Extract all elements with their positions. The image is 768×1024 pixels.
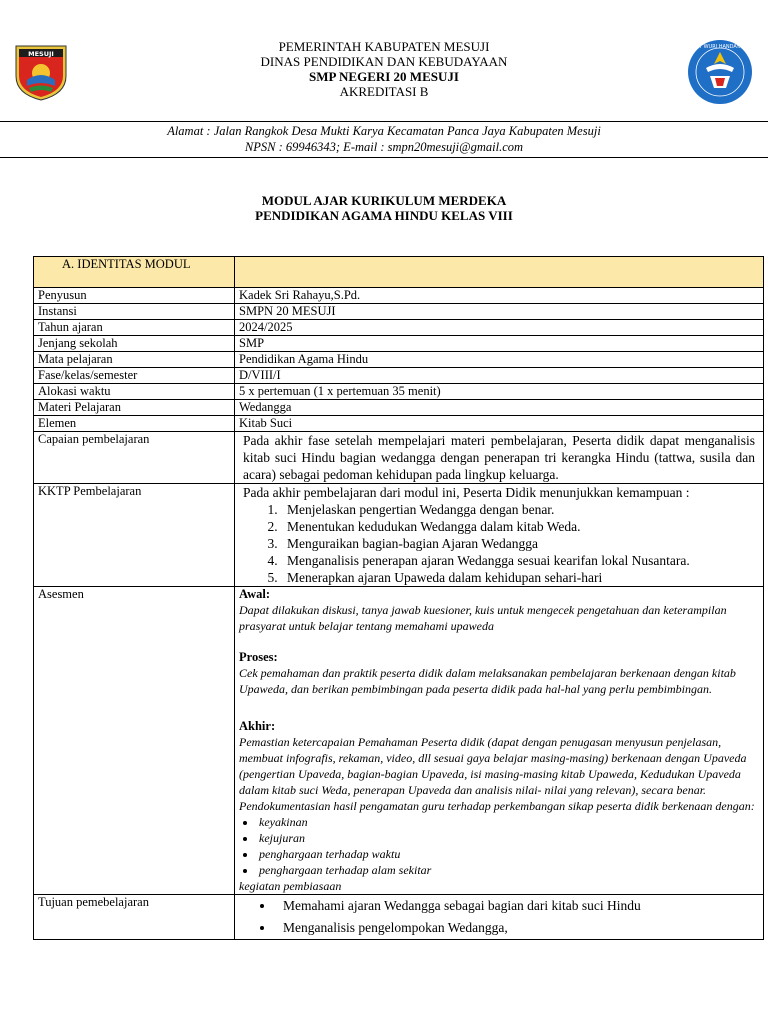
table-row: [34, 416, 764, 432]
row-value: 5 x pertemuan (1 x pertemuan 35 menit): [235, 384, 764, 400]
kktp-item: 3. Menguraikan bagian-bagian Ajaran Wedangga: [281, 535, 755, 552]
row-key: Jenjang sekolah: [34, 336, 235, 352]
row-value: Wedangga: [235, 400, 764, 416]
list-item: • Memahami ajaran Wedangga sebagai bagian dari kitab suci Hindu: [275, 895, 759, 917]
list-item: • Menganalisis pengelompokan Wedangga,: [275, 917, 759, 939]
kktp-row: [34, 484, 764, 587]
row-key: Elemen: [34, 416, 235, 432]
row-key: Instansi: [34, 304, 235, 320]
tujuan-content: [235, 895, 764, 940]
asesmen-awal-label: Awal:: [239, 587, 271, 601]
svg-text:MESUJI: MESUJI: [28, 50, 54, 58]
kktp-content: [235, 484, 764, 587]
contact-line: NPSN : 69946343; E-mail : smpn20mesuji@gmail.com: [244, 140, 524, 154]
row-key: Fase/kelas/semester: [34, 368, 235, 384]
table-row: [34, 336, 764, 352]
kktp-item: 2. Menentukan kedudukan Wedangga dalam kitab Weda.: [281, 518, 755, 535]
asesmen-awal-text: Dapat dilakukan diskusi, tanya jawab kuesioner, kuis untuk mengecek pengetahuan dan keterampilan prasyarat untuk belajar tentang memahami upaweda: [239, 603, 727, 633]
kktp-list: [243, 501, 755, 586]
row-value: 2024/2025: [235, 320, 764, 336]
document-title: [0, 193, 768, 223]
capaian-row: [34, 432, 764, 484]
header-government: PEMERINTAH KABUPATEN MESUJI: [278, 39, 490, 54]
institution-header: [0, 39, 768, 99]
address-line: Alamat : Jalan Rangkok Desa Mukti Karya Kecamatan Panca Jaya Kabupaten Mesuji: [167, 124, 601, 138]
header-rule-top: [0, 121, 768, 122]
module-identity-table: [33, 256, 764, 940]
row-key: Penyusun: [34, 288, 235, 304]
row-value: Pendidikan Agama Hindu: [235, 352, 764, 368]
title-line-1: MODUL AJAR KURIKULUM MERDEKA: [261, 193, 507, 208]
header-accreditation: AKREDITASI B: [339, 84, 429, 99]
table-row: [34, 400, 764, 416]
tujuan-row: [34, 895, 764, 940]
asesmen-key: Asesmen: [34, 587, 235, 895]
capaian-text: Pada akhir fase setelah mempelajari materi pembelajaran, Peserta didik dapat menganalisis kitab suci Hindu bagian wedangga dengan penerapan tri kerangka Hindu (tattwa, susila dan acara) sebagai pedoman kehidupan pada lingkup keluarga.: [235, 432, 764, 484]
section-header-label: A. IDENTITAS MODUL: [34, 257, 235, 288]
kktp-item: 4. Menganalisis penerapan ajaran Wedangga sesuai kearifan lokal Nusantara.: [281, 552, 755, 569]
tujuan-key: Tujuan pemebelajaran: [34, 895, 235, 940]
row-key: Alokasi waktu: [34, 384, 235, 400]
row-value: Kadek Sri Rahayu,S.Pd.: [235, 288, 764, 304]
table-row: [34, 288, 764, 304]
table-row: [34, 384, 764, 400]
asesmen-bullet-list: [239, 814, 759, 878]
table-row: [34, 320, 764, 336]
row-value: D/VIII/I: [235, 368, 764, 384]
table-row: [34, 352, 764, 368]
row-value: SMP: [235, 336, 764, 352]
asesmen-akhir-text: Pemastian ketercapaian Pemahaman Peserta didik (dapat dengan penugasan menyusun penjelasan, membuat infografis, rekaman, video, dll sesuai gaya belajar masing-masing) berkenaan dengan Upaveda (pengertian Upaveda, bagian-bagian Upaveda, isi masing-masing kitab Upaweda, Kedudukan Upaveda dalam kitab suci Weda, penerapan Upaveda dan analisis nilai- nilai yang relevan), secara benar. Pendokumentasian hasil pengamatan guru terhadap perkembangan sikap peserta didik berkenaan dengan:: [239, 735, 755, 813]
kktp-item: 5. Menerapkan ajaran Upaweda dalam kehidupan sehari-hari: [281, 569, 755, 586]
row-key: Tahun ajaran: [34, 320, 235, 336]
row-value: Kitab Suci: [235, 416, 764, 432]
asesmen-content: [235, 587, 764, 895]
list-item: • keyakinan: [257, 814, 759, 830]
row-key: Materi Pelajaran: [34, 400, 235, 416]
asesmen-proses-text: Cek pemahaman dan praktik peserta didik dalam melaksanakan pembelajaran berkenaan dengan kitab Upaweda, dan berikan pembimbingan pada peserta didik pada hal-hal yang perlu pembimbingan.: [239, 666, 736, 696]
asesmen-proses-label: Proses:: [239, 650, 278, 664]
section-header-row: [34, 257, 764, 288]
title-line-2: PENDIDIKAN AGAMA HINDU KELAS VIII: [255, 208, 513, 223]
asesmen-closing: kegiatan pembiasaan: [239, 879, 342, 893]
svg-text:TUT WURI HANDAYANI: TUT WURI HANDAYANI: [692, 44, 748, 50]
school-address: [0, 123, 768, 155]
row-value: SMPN 20 MESUJI: [235, 304, 764, 320]
asesmen-akhir-label: Akhir:: [239, 719, 276, 733]
header-rule-bottom: [0, 157, 768, 158]
header-school: SMP NEGERI 20 MESUJI: [309, 69, 459, 84]
asesmen-row: [34, 587, 764, 895]
letterhead: [0, 0, 768, 160]
section-header-empty: [235, 257, 764, 288]
kktp-key: KKTP Pembelajaran: [34, 484, 235, 587]
capaian-key: Capaian pembelajaran: [34, 432, 235, 484]
list-item: • penghargaan terhadap waktu: [257, 846, 759, 862]
kktp-intro: Pada akhir pembelajaran dari modul ini, Peserta Didik menunjukkan kemampuan :: [243, 485, 690, 500]
list-item: • kejujuran: [257, 830, 759, 846]
table-row: [34, 368, 764, 384]
header-department: DINAS PENDIDIKAN DAN KEBUDAYAAN: [260, 54, 508, 69]
row-key: Mata pelajaran: [34, 352, 235, 368]
tujuan-list: [239, 895, 759, 939]
table-row: [34, 304, 764, 320]
list-item: • penghargaan terhadap alam sekitar: [257, 862, 759, 878]
kktp-item: 1. Menjelaskan pengertian Wedangga dengan benar.: [281, 501, 755, 518]
